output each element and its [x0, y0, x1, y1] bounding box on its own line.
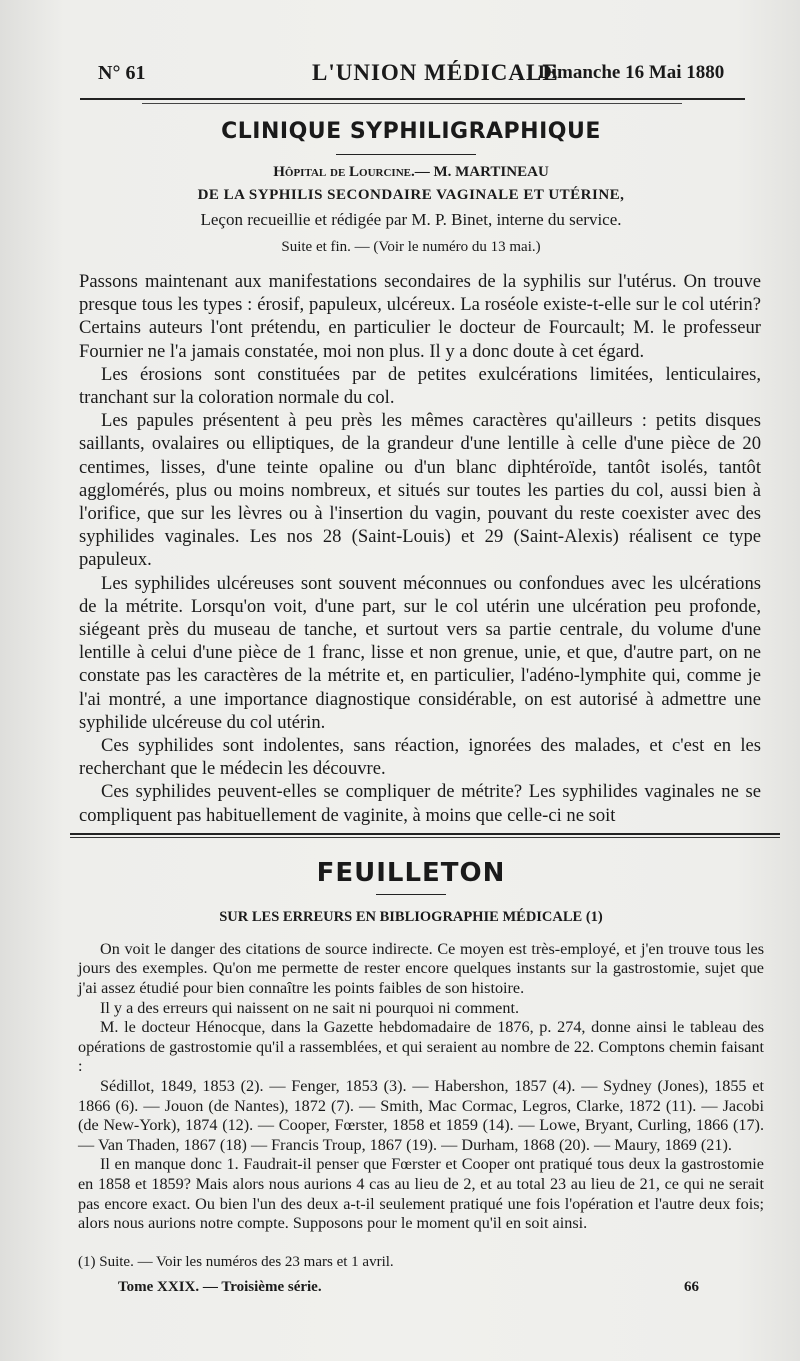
feuilleton-paragraph: Sédillot, 1849, 1853 (2). — Fenger, 1853 (3). — Habershon, 1857 (4). — Sydney (Jones), 1855 et 1866 (6). — Jouon (de Nantes), 1872 (7). — Smith, Mac Cormac, Legros, Clarke, 1872 (11). — Jacobi (de New-York), 1874 (12). — Cooper, Fœrster, 1858 et 1859 (14). — Lowe, Bryant, Curling, 1866 (17). — Van Thaden, 1867 (18) — Francis Troup, 1867 (19). — Durham, 1868 (20). — Maury, 1869 (21). [78, 1077, 764, 1154]
footnote: (1) Suite. — Voir les numéros des 23 mars et 1 avril. [78, 1253, 394, 1270]
running-head [80, 60, 760, 92]
section-title: CLINIQUE SYPHILIGRAPHIQUE [221, 119, 601, 144]
feuilleton-body [78, 940, 764, 1234]
header-rule-thin [142, 103, 682, 104]
header-rule [80, 98, 745, 100]
feuilleton-rule [376, 894, 446, 895]
continuation-note: Suite et fin. — (Voir le numéro du 13 mai.) [281, 239, 541, 255]
lecture-title: DE LA SYPHILIS SECONDAIRE VAGINALE ET UTÉRINE, [197, 187, 625, 203]
issue-date: Dimanche 16 Mai 1880 [538, 62, 725, 83]
issue-number: N° 61 [98, 62, 146, 84]
article-paragraph: Ces syphilides sont indolentes, sans réaction, ignorées des malades, et c'est en les recherchant que le médecin les découvre. [79, 735, 761, 780]
article-paragraph: Les syphilides ulcéreuses sont souvent méconnues ou confondues avec les ulcérations de la métrite. Lorsqu'on voit, d'une part, sur le col utérin une ulcération peu profonde, siégeant près du museau de tanche, et surtout vers sa partie centrale, du volume d'une lentille à celui d'une pièce de 1 franc, lisse et non grenue, unie, et que, d'autre part, on ne constate pas les caractères de la métrite et, en particulier, l'adéno-lymphite qui, comme je l'ai montré, a une importance diagnostique considérable, on est autorisé à admettre une syphilide ulcéreuse du col utérin. [79, 572, 761, 733]
section-rule [336, 154, 476, 155]
lecture-credit: Leçon recueillie et rédigée par M. P. Binet, interne du service. [200, 210, 622, 229]
article-paragraph: Les papules présentent à peu près les mêmes caractères qu'ailleurs : petits disques saillants, ovalaires ou elliptiques, de la grandeur d'une lentille à celle d'une pièce de 20 centimes, lisses, d'une teinte opaline ou d'un blanc diphtéroïde, tantôt isolés, tantôt agglomérés, plus ou moins nombreux, et situés sur toutes les parties du col, aussi bien à l'orifice, que sur les lèvres ou à l'insertion du vagin, pouvant du reste coexister avec des syphilides vaginales. Les nos 28 (Saint-Louis) et 29 (Saint-Alexis) réalisent ce type papuleux. [79, 410, 761, 571]
feuilleton-subtitle: SUR LES ERREURS EN BIBLIOGRAPHIE MÉDICALE (1) [219, 908, 603, 925]
volume-line: Tome XXIX. — Troisième série. [118, 1278, 322, 1295]
page-footer [80, 1279, 760, 1299]
feuilleton-paragraph: Il en manque donc 1. Faudrait-il penser que Fœrster et Cooper ont pratiqué tous deux la gastrostomie en 1858 et 1859? Mais alors nous aurions 4 cas au lieu de 2, et au total 23 au lieu de 21, ce qui ne serait pas encore exact. Ou bien l'un des deux a-t-il seulement pratiqué une fois l'opération et l'autre deux fois; alors nous aurions notre compte. Supposons pour le moment qu'il en soit ainsi. [78, 1155, 764, 1233]
article-paragraph: Passons maintenant aux manifestations secondaires de la syphilis sur l'utérus. On trouve presque tous les types : érosif, papuleux, ulcéreux. La roséole existe-t-elle sur le col utérin? Certains auteurs l'ont prétendu, en particulier le docteur de Fourcault; M. le professeur Fournier ne l'a jamais constatée, moi non plus. Il y a donc doute à cet égard. [79, 271, 761, 362]
feuilleton-title: FEUILLETON [316, 857, 506, 888]
article-paragraph: Ces syphilides peuvent-elles se compliquer de métrite? Les syphilides vaginales ne se compliquent pas habituellement de vaginite, à moins que celle-ci ne soit [79, 781, 761, 826]
article-body [79, 270, 761, 827]
feuilleton-paragraph: Il y a des erreurs qui naissent on ne sait ni pourquoi ni comment. [100, 998, 519, 1017]
article-paragraph: Les érosions sont constituées par de petites exulcérations limitées, lenticulaires, tranchant sur la coloration normale du col. [79, 363, 761, 409]
feuilleton-divider [70, 833, 780, 838]
hospital-line: Hôpital de Lourcine.— M. MARTINEAU [273, 164, 549, 180]
journal-title: L'UNION MÉDICALE [312, 60, 559, 85]
feuilleton-paragraph: On voit le danger des citations de source indirecte. Ce moyen est très-employé, et j'en trouve tous les jours des exemples. Qu'on me permette de rester encore quelques instants sur la gastrostomie, sujet que j'ai assez étudié pour bien connaître les points faibles de son histoire. [78, 939, 764, 998]
page-number: 66 [684, 1278, 699, 1295]
feuilleton-paragraph: M. le docteur Hénocque, dans la Gazette hebdomadaire de 1876, p. 274, donne ainsi le tableau des opérations de gastrostomie qu'il a rassemblées, et qui seraient au nombre de 22. Comptons chemin faisant : [78, 1018, 764, 1076]
